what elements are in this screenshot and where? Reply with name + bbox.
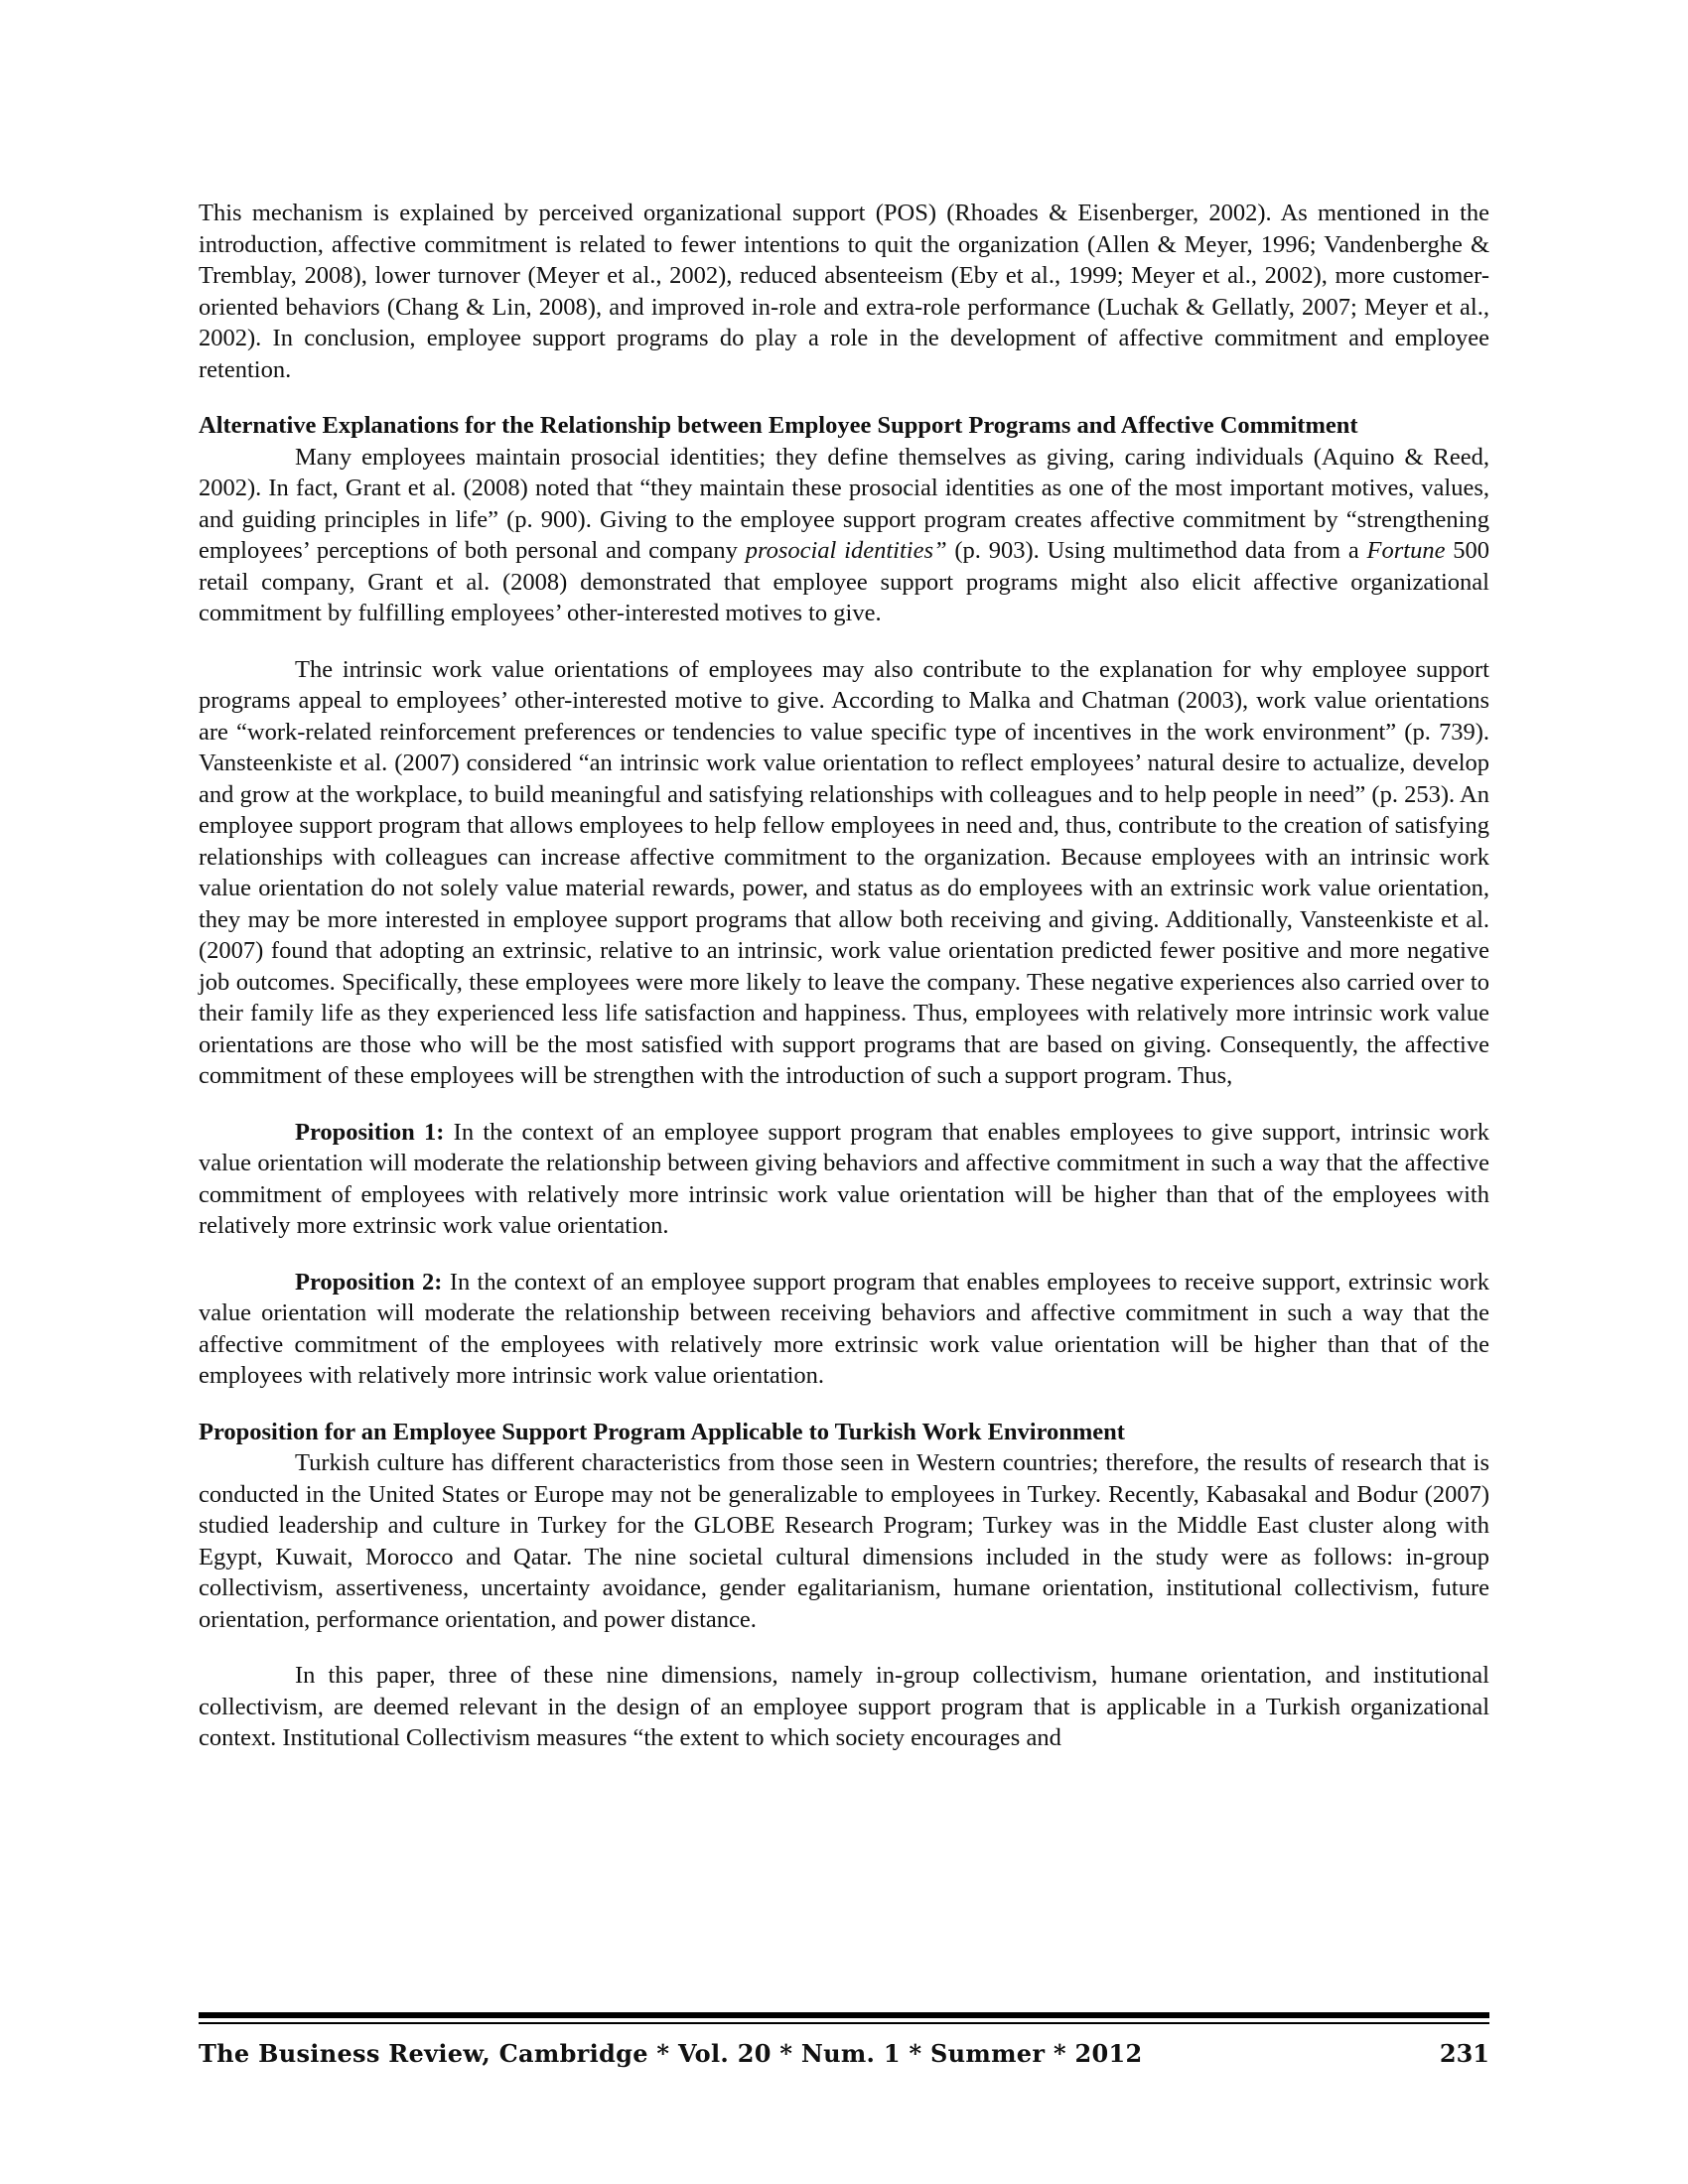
proposition-2 (199, 1267, 1489, 1392)
italic-text: prosocial identities” (745, 537, 947, 564)
proposition-text: In the context of an employee support program that enables employees to give support, intrinsic work value orientation will moderate the relationship between giving behaviors and affective commitment in such a way that the affective commitment of employees with relatively more intrinsic work value orientation will be higher than that of the employees with relatively more extrinsic work value orientation. (199, 1118, 1489, 1239)
italic-text: Fortune (1366, 537, 1446, 564)
body-paragraph: Turkish culture has different characteristics from those seen in Western countries; therefore, the results of research that is conducted in the United States or Europe may not be generalizable to employees in Turkey. Recently, Kabasakal and Bodur (2007) studied leadership and culture in Turkey for the GLOBE Research Program; Turkey was in the Middle East cluster along with Egypt, Kuwait, Morocco and Qatar. The nine societal cultural dimensions included in the study were as follows: in-group collectivism, assertiveness, uncertainty avoidance, gender egalitarianism, humane orientation, institutional collectivism, future orientation, performance orientation, and power distance. (199, 1449, 1489, 1633)
proposition-1 (199, 1117, 1489, 1242)
proposition-label: Proposition 2: (295, 1268, 443, 1296)
page-body (199, 198, 1489, 1754)
section-heading: Alternative Explanations for the Relationship between Employee Support Programs and Affective Commitment (199, 412, 1358, 439)
body-paragraph: This mechanism is explained by perceived organizational support (POS) (Rhoades & Eisenberger, 2002). As mentioned in the introduction, affective commitment is related to fewer intentions to quit the organization (Allen & Meyer, 1996; Vandenberghe & Tremblay, 2008), lower turnover (Meyer et al., 2002), reduced absenteeism (Eby et al., 1999; Meyer et al., 2002), more customer-oriented behaviors (Chang & Lin, 2008), and improved in-role and extra-role performance (Luchak & Gellatly, 2007; Meyer et al., 2002). In conclusion, employee support programs do play a role in the development of affective commitment and employee retention. (199, 200, 1489, 383)
body-paragraph: In this paper, three of these nine dimensions, namely in-group collectivism, humane orientation, and institutional collectivism, are deemed relevant in the design of an employee support program that is applicable in a Turkish organizational context. Institutional Collectivism measures “the extent to which society encourages and (199, 1662, 1489, 1751)
proposition-text: In the context of an employee support program that enables employees to receive support, extrinsic work value orientation will moderate the relationship between receiving behaviors and affective commitment in such a way that the affective commitment of the employees with relatively more extrinsic work value orientation will be higher than that of the employees with relatively more intrinsic work value orientation. (199, 1268, 1489, 1389)
body-text: 500 retail company, Grant et al. (2008) demonstrated that employee support programs might also elicit affective organizational commitment by fulfilling employees’ other-interested motives to give. (199, 537, 1490, 626)
section-heading: Proposition for an Employee Support Program Applicable to Turkish Work Environment (199, 1418, 1125, 1445)
body-text: (p. 903). Using multimethod data from a (946, 537, 1367, 564)
page-number: 231 (1439, 2039, 1489, 2068)
proposition-label: Proposition 1: (295, 1118, 445, 1146)
body-paragraph (199, 442, 1489, 629)
journal-citation: The Business Review, Cambridge * Vol. 20 * Num. 1 * Summer * 2012 (199, 2039, 1143, 2068)
footer-rule (199, 2022, 1489, 2024)
body-text: Many employees maintain prosocial identities; they define themselves as giving, caring individuals (Aquino & Reed, 2002). In fact, Grant et al. (2008) noted that “they maintain these prosocial identities as one of the most important motives, values, and guiding principles in life” (p. 900). Giving to the employee support program creates affective commitment by “strengthening employees’ perceptions of both personal and company (199, 443, 1489, 564)
body-paragraph: The intrinsic work value orientations of employees may also contribute to the explanation for why employee support programs appeal to employees’ other-interested motive to give. According to Malka and Chatman (2003), work value orientations are “work-related reinforcement preferences or tendencies to value specific type of incentives in the work environment” (p. 739). Vansteenkiste et al. (2007) considered “an intrinsic work value orientation to reflect employees’ natural desire to actualize, develop and grow at the workplace, to build meaningful and satisfying relationships with colleagues and to help people in need” (p. 253). An employee support program that allows employees to help fellow employees in need and, thus, contribute to the creation of satisfying relationships with colleagues can increase affective commitment to the organization. Because employees with an intrinsic work value orientation do not solely value material rewards, power, and status as do employees with an extrinsic work value orientation, they may be more interested in employee support programs that allow both receiving and giving. Additionally, Vansteenkiste et al. (2007) found that adopting an extrinsic, relative to an intrinsic, work value orientation predicted fewer positive and more negative job outcomes. Specifically, these employees were more likely to leave the company. These negative experiences also carried over to their family life as they experienced less life satisfaction and happiness. Thus, employees with relatively more intrinsic work value orientations are those who will be the most satisfied with support programs that are based on giving. Consequently, the affective commitment of these employees will be strengthen with the introduction of such a support program. Thus, (199, 655, 1489, 1089)
footer-rule (199, 2012, 1489, 2018)
